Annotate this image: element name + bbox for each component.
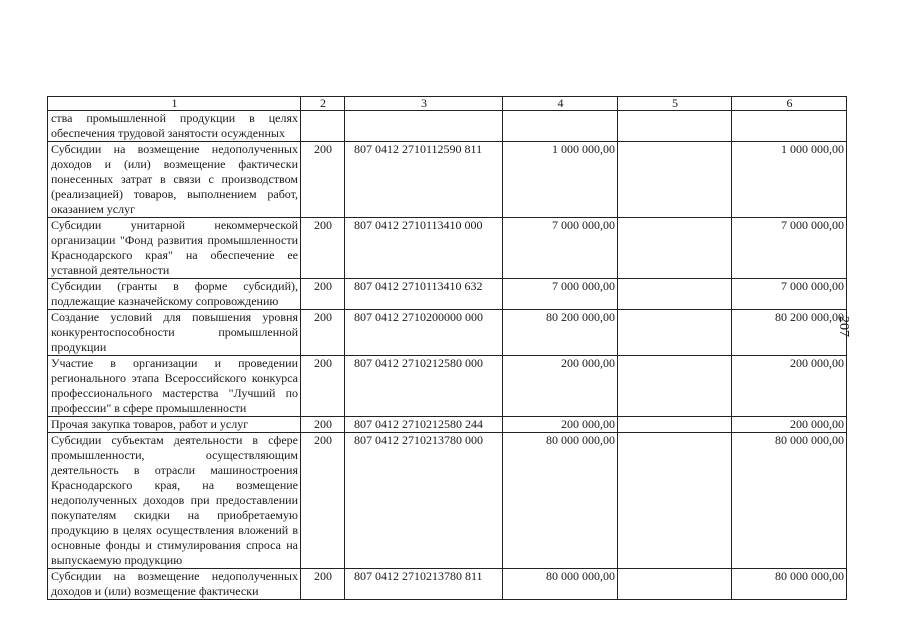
row-amount [503,111,618,142]
column-header: 3 [345,97,503,111]
row-col5 [618,433,732,569]
row-code: 200 [301,433,345,569]
row-amount: 80 200 000,00 [503,310,618,356]
row-amount: 80 000 000,00 [503,569,618,600]
column-number-row [48,97,847,111]
row-name: Субсидии унитарной некоммерческой организации "Фонд развития промышленности Краснодарского края" на обеспечение ее уставной деятельности [48,218,301,279]
row-total: 7 000 000,00 [732,218,847,279]
column-header: 1 [48,97,301,111]
row-name: Создание условий для повышения уровня конкурентоспособности промышленной продукции [48,310,301,356]
table-row [48,569,847,600]
row-col5 [618,310,732,356]
row-amount: 80 000 000,00 [503,433,618,569]
row-code: 200 [301,142,345,218]
budget-table [47,96,847,600]
table-row [48,279,847,310]
row-total: 80 000 000,00 [732,569,847,600]
column-header: 2 [301,97,345,111]
row-name: Субсидии на возмещение недополученных доходов и (или) возмещение фактически понесенных затрат в связи с производством (реализацией) товаров, выполнением работ, оказанием услуг [48,142,301,218]
row-code: 200 [301,569,345,600]
row-name: ства промышленной продукции в целях обеспечения трудовой занятости осужденных [48,111,301,142]
row-code: 200 [301,279,345,310]
row-amount: 200 000,00 [503,356,618,417]
page-number: 207 [836,316,851,337]
row-total: 7 000 000,00 [732,279,847,310]
row-name: Субсидии (гранты в форме субсидий), подлежащие казначейскому сопровождению [48,279,301,310]
table-row [48,417,847,433]
table-row [48,218,847,279]
row-code: 200 [301,310,345,356]
table-row [48,142,847,218]
row-total [732,111,847,142]
row-col5 [618,569,732,600]
row-name: Субсидии субъектам деятельности в сфере промышленности, осуществляющим деятельность в отрасли машиностроения Краснодарского края, на возмещение недополученных доходов при предоставлении покупателям скидки на приобретаемую продукцию в целях осуществления вложений в основные фонды и стимулирования спроса на выпускаемую продукцию [48,433,301,569]
row-col5 [618,417,732,433]
row-code: 200 [301,218,345,279]
row-kbk-code: 807 0412 2710113410 632 [345,279,503,310]
row-total: 80 200 000,00 [732,310,847,356]
row-total: 1 000 000,00 [732,142,847,218]
table-row [48,356,847,417]
column-header: 5 [618,97,732,111]
row-name: Прочая закупка товаров, работ и услуг [48,417,301,433]
row-total: 200 000,00 [732,417,847,433]
row-col5 [618,218,732,279]
row-amount: 7 000 000,00 [503,218,618,279]
row-kbk-code: 807 0412 2710213780 811 [345,569,503,600]
row-total: 80 000 000,00 [732,433,847,569]
row-amount: 7 000 000,00 [503,279,618,310]
column-header: 6 [732,97,847,111]
row-col5 [618,356,732,417]
table-row [48,310,847,356]
row-kbk-code: 807 0412 2710213780 000 [345,433,503,569]
row-amount: 200 000,00 [503,417,618,433]
row-amount: 1 000 000,00 [503,142,618,218]
row-total: 200 000,00 [732,356,847,417]
row-kbk-code: 807 0412 2710212580 000 [345,356,503,417]
table-row [48,433,847,569]
row-name: Участие в организации и проведении регионального этапа Всероссийского конкурса профессионального мастерства "Лучший по профессии" в сфере промышленности [48,356,301,417]
row-kbk-code: 807 0412 2710200000 000 [345,310,503,356]
row-code: 200 [301,356,345,417]
row-col5 [618,111,732,142]
row-col5 [618,142,732,218]
row-code [301,111,345,142]
row-col5 [618,279,732,310]
row-name: Субсидии на возмещение недополученных доходов и (или) возмещение фактически [48,569,301,600]
row-kbk-code: 807 0412 2710113410 000 [345,218,503,279]
column-header: 4 [503,97,618,111]
row-kbk-code [345,111,503,142]
table-row [48,111,847,142]
row-kbk-code: 807 0412 2710112590 811 [345,142,503,218]
row-kbk-code: 807 0412 2710212580 244 [345,417,503,433]
row-code: 200 [301,417,345,433]
